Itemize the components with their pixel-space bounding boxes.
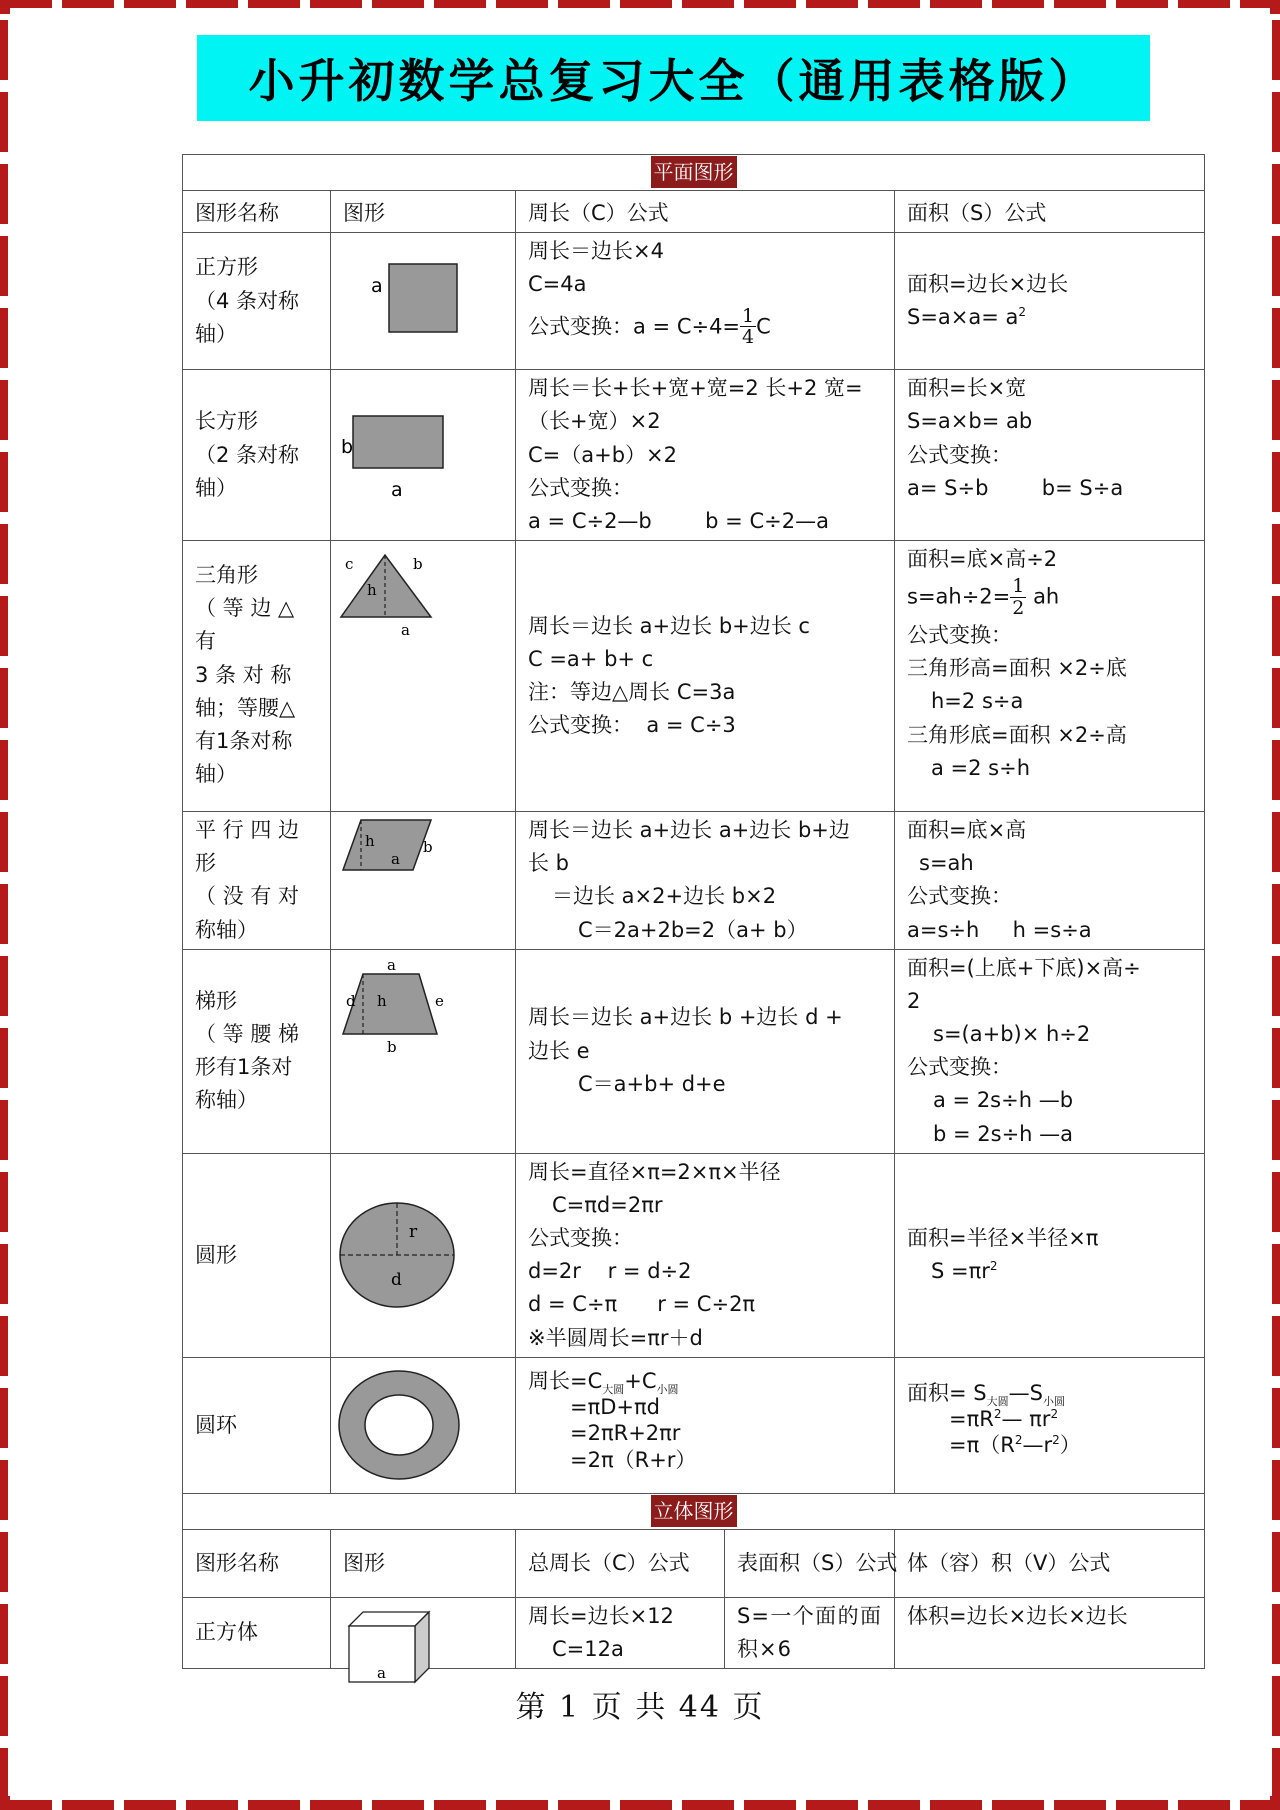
plane-section-row	[183, 155, 1205, 191]
frame-block	[62, 0, 114, 8]
circle-figure	[331, 1153, 516, 1357]
frame-block	[1272, 596, 1280, 656]
trapezoid-label-a: a	[387, 955, 396, 974]
rectangle-figure	[331, 370, 516, 541]
table-row-circle	[183, 1153, 1205, 1357]
frame-block	[1272, 668, 1280, 728]
solid-header-row	[183, 1529, 1205, 1597]
solid-header-name: 图形名称	[183, 1529, 331, 1597]
frame-block	[310, 0, 362, 8]
frame-block	[1116, 1800, 1168, 1810]
triangle-perimeter: 周长＝边长 a+边长 b+边长 c C =a+ b+ c 注：等边△周长 C=3a 公式变换： a = C÷3	[516, 541, 895, 812]
frame-block	[0, 0, 10, 14]
frame-block	[0, 884, 8, 944]
square-name: 正方形 （4 条对称 轴）	[183, 233, 331, 370]
solid-section-label: 立体图形	[651, 1495, 737, 1527]
frame-block	[1272, 1532, 1280, 1592]
frame-block	[1272, 164, 1280, 224]
annulus-name: 圆环	[183, 1357, 331, 1493]
frame-block	[620, 1800, 672, 1810]
table-row-parallelogram	[183, 812, 1205, 950]
frame-block	[0, 1100, 8, 1160]
frame-block	[434, 1800, 486, 1810]
frame-block	[806, 0, 858, 8]
frame-block	[248, 0, 300, 8]
frame-block	[1272, 236, 1280, 296]
table-row-triangle	[183, 541, 1205, 812]
solid-header-volume: 体（容）积（V）公式	[895, 1529, 1205, 1597]
frame-block	[0, 956, 8, 1016]
frame-block	[1272, 524, 1280, 584]
frame-block	[1272, 1460, 1280, 1520]
frame-block	[1240, 0, 1280, 8]
frame-block	[1272, 452, 1280, 512]
trapezoid-label-d: d	[346, 991, 356, 1010]
frame-block	[0, 1748, 8, 1808]
frame-block	[0, 380, 8, 440]
frame-block	[0, 596, 8, 656]
frame-block	[992, 0, 1044, 8]
square-perimeter: 周长＝边长×4 C=4a 公式变换：a = C÷4= $\frac{1}{4}$ C	[516, 233, 895, 370]
circle-perimeter: 周长=直径×π=2×π×半径 C=πd=2πr 公式变换： d=2r r = d÷2 d = C÷π r = C÷2π ※半圆周长=πr＋d	[516, 1153, 895, 1357]
frame-block	[1270, 0, 1280, 14]
frame-block	[1178, 1800, 1230, 1810]
frame-block	[0, 0, 52, 8]
table-row-annulus	[183, 1357, 1205, 1493]
frame-block	[992, 1800, 1044, 1810]
frame-block	[0, 740, 8, 800]
frame-block	[1272, 1172, 1280, 1232]
rectangle-label-a: a	[391, 479, 403, 502]
circle-label-r: r	[409, 1222, 418, 1243]
circle-label-d: d	[391, 1270, 402, 1291]
triangle-area: 面积=底×高÷2 s=ah÷2= $\frac{1}{2}$ ah 公式变换： 三角形高=面积 ×2÷底 h=2 s÷a 三角形底=面积 ×2÷高 a =2 s÷h	[895, 541, 1205, 812]
frame-block	[1272, 1748, 1280, 1808]
page-footer: 第 1 页 共 44 页	[515, 1690, 765, 1725]
solid-header-surface: 表面积（S）公式	[725, 1529, 895, 1597]
trapezoid-label-e: e	[435, 991, 444, 1010]
parallelogram-figure	[331, 812, 516, 950]
frame-block	[1240, 1800, 1280, 1810]
frame-block	[0, 236, 8, 296]
plane-header-row	[183, 191, 1205, 233]
frame-block	[1272, 92, 1280, 152]
frame-block	[1272, 308, 1280, 368]
frame-block	[1178, 0, 1230, 8]
header-perimeter: 周长（C）公式	[516, 191, 895, 233]
rectangle-label-b: b	[341, 436, 354, 459]
frame-block	[868, 1800, 920, 1810]
parallelogram-perimeter: 周长＝边长 a+边长 a+边长 b+边 长 b ＝边长 a×2+边长 b×2 C＝2a+2b=2（a+ b）	[516, 812, 895, 950]
frame-block	[0, 308, 8, 368]
frame-block	[558, 0, 610, 8]
frame-block	[124, 0, 176, 8]
annulus-figure	[331, 1357, 516, 1493]
frame-block	[744, 0, 796, 8]
frame-block	[930, 0, 982, 8]
frame-block	[0, 92, 8, 152]
triangle-figure	[331, 541, 516, 812]
circle-area: 面积=半径×半径×π $S =\pi r^2$	[895, 1153, 1205, 1357]
trapezoid-label-b: b	[387, 1037, 397, 1056]
solid-header-shape: 图形	[331, 1529, 516, 1597]
trapezoid-label-h: h	[377, 991, 387, 1010]
solid-header-perimeter: 总周长（C）公式	[516, 1529, 725, 1597]
cube-surface: S=一个面的面积×6	[725, 1597, 895, 1668]
table-row-cube	[183, 1597, 1205, 1668]
cube-label-a: a	[377, 1663, 386, 1682]
frame-block	[930, 1800, 982, 1810]
square-figure	[331, 233, 516, 370]
triangle-label-a: a	[401, 621, 410, 640]
parallelogram-label-h: h	[365, 832, 375, 851]
frame-block	[1270, 1796, 1280, 1810]
frame-block	[0, 1532, 8, 1592]
frame-block	[62, 1800, 114, 1810]
header-area: 面积（S）公式	[895, 191, 1205, 233]
rectangle-name: 长方形 （2 条对称 轴）	[183, 370, 331, 541]
frame-block	[0, 1244, 8, 1304]
frame-block	[0, 1388, 8, 1448]
triangle-label-h: h	[367, 581, 377, 600]
parallelogram-area: 面积=底×高 s=ah 公式变换： a=s÷h h =s÷a	[895, 812, 1205, 950]
trapezoid-perimeter: 周长＝边长 a+边长 b +边长 d + 边长 e C＝a+b+ d+e	[516, 949, 895, 1153]
frame-block	[0, 812, 8, 872]
frame-block	[0, 524, 8, 584]
frame-block	[0, 1028, 8, 1088]
cube-volume: 体积=边长×边长×边长	[895, 1597, 1205, 1668]
frame-block	[1054, 1800, 1106, 1810]
frame-block	[0, 668, 8, 728]
table-row-square	[183, 233, 1205, 370]
triangle-label-b: b	[413, 555, 423, 574]
frame-block	[1272, 884, 1280, 944]
parallelogram-label-a: a	[391, 850, 400, 869]
frame-block	[1272, 812, 1280, 872]
rectangle-area: 面积=长×宽 S=a×b= ab 公式变换： a= S÷b b= S÷a	[895, 370, 1205, 541]
cube-name: 正方体	[183, 1597, 331, 1668]
circle-name: 圆形	[183, 1153, 331, 1357]
frame-block	[1272, 1388, 1280, 1448]
page-title: 小升初数学总复习大全（通用表格版）	[248, 54, 1099, 108]
frame-block	[744, 1800, 796, 1810]
triangle-label-c: c	[345, 555, 354, 574]
frame-block	[1272, 740, 1280, 800]
annulus-perimeter: 周长$=C_{大圆}+C_{小圆}$ =πD+πd =2πR+2πr =2π（R+r）	[516, 1357, 895, 1493]
frame-block	[496, 0, 548, 8]
frame-block	[372, 1800, 424, 1810]
header-shape-name: 图形名称	[183, 191, 331, 233]
triangle-name: 三角形 （ 等 边 △ 有 3 条 对 称 轴；等腰△ 有1条对称 轴）	[183, 541, 331, 812]
frame-block	[0, 20, 8, 80]
square-area: 面积=边长×边长 $S=a\times a= a^2$	[895, 233, 1205, 370]
frame-block	[1272, 1244, 1280, 1304]
square-label-a: a	[371, 274, 383, 297]
trapezoid-area: 面积=(上底+下底)×高÷ 2 s=(a+b)× h÷2 公式变换： a = 2s÷h —b b = 2s÷h —a	[895, 949, 1205, 1153]
table-row-rectangle	[183, 370, 1205, 541]
frame-block	[1272, 956, 1280, 1016]
frame-block	[0, 1316, 8, 1376]
annulus-area: 面积= $S_{大圆}—S_{小圆}$ $=\pi R^2—$ $\pi r^2$ $=\pi(R^2—r^2)$	[895, 1357, 1205, 1493]
formula-table	[182, 154, 1205, 1682]
solid-section-row	[183, 1493, 1205, 1529]
frame-block	[310, 1800, 362, 1810]
frame-block	[0, 1800, 52, 1810]
header-shape: 图形	[331, 191, 516, 233]
frame-block	[620, 0, 672, 8]
frame-block	[0, 1460, 8, 1520]
title-banner	[197, 35, 1150, 121]
frame-block	[372, 0, 424, 8]
frame-block	[0, 1604, 8, 1664]
cube-figure	[331, 1597, 516, 1682]
frame-block	[682, 0, 734, 8]
frame-block	[186, 0, 238, 8]
frame-block	[1272, 20, 1280, 80]
frame-block	[1272, 1604, 1280, 1664]
frame-block	[1272, 1028, 1280, 1088]
frame-block	[248, 1800, 300, 1810]
frame-block	[0, 164, 8, 224]
frame-block	[558, 1800, 610, 1810]
cube-perimeter: 周长=边长×12 C=12a	[516, 1597, 725, 1668]
parallelogram-name: 平 行 四 边 形 （ 没 有 对 称轴）	[183, 812, 331, 950]
frame-block	[0, 1172, 8, 1232]
trapezoid-name: 梯形 （ 等 腰 梯 形有1条对 称轴）	[183, 949, 331, 1153]
frame-block	[1272, 1100, 1280, 1160]
frame-block	[434, 0, 486, 8]
frame-block	[186, 1800, 238, 1810]
frame-block	[1272, 380, 1280, 440]
frame-block	[0, 452, 8, 512]
trapezoid-figure	[331, 949, 516, 1153]
frame-block	[496, 1800, 548, 1810]
frame-block	[682, 1800, 734, 1810]
frame-block	[124, 1800, 176, 1810]
table-row-trapezoid	[183, 949, 1205, 1153]
parallelogram-label-b: b	[423, 838, 433, 857]
frame-block	[1054, 0, 1106, 8]
frame-block	[0, 1796, 10, 1810]
frame-block	[1272, 1316, 1280, 1376]
rectangle-perimeter: 周长＝长+长+宽+宽=2 长+2 宽= （长+宽）×2 C=（a+b）×2 公式变换： a = C÷2—b b = C÷2—a	[516, 370, 895, 541]
plane-section-label: 平面图形	[651, 156, 737, 188]
frame-block	[868, 0, 920, 8]
frame-block	[806, 1800, 858, 1810]
frame-block	[1116, 0, 1168, 8]
